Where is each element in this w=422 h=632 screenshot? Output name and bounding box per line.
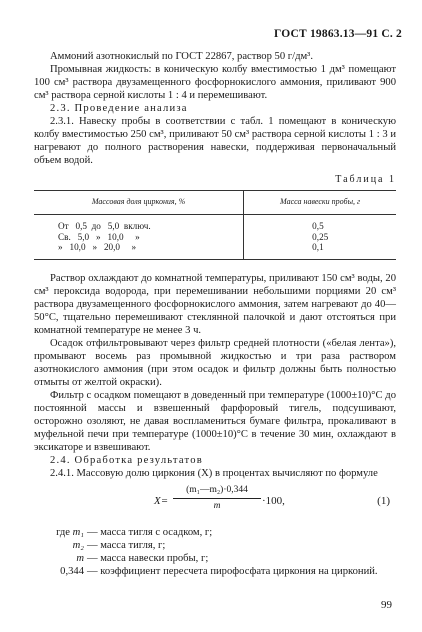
table-cell-mass: 0,1: [244, 242, 396, 259]
legend-symbol: m: [76, 552, 84, 564]
paragraph-2-4-1: 2.4.1. Массовую долю циркония (X) в процентах вычисляют по формуле: [50, 467, 378, 479]
legend-symbol: m₂: [72, 539, 84, 551]
table-header-zirconium-fraction: Массовая доля циркония, %: [34, 191, 244, 215]
page-number: 99: [381, 599, 392, 611]
section-heading-results: 2.4. Обработка результатов: [50, 454, 203, 466]
legend-symbol: 0,344: [60, 565, 84, 577]
legend-symbol: [34, 526, 87, 539]
paragraph-wash-liquid: Промывная жидкость: в коническую колбу вместимостью 1 дм³ помещают 100 см³ раствора двузамещенного фосфорнокислого аммония, приливают 900 см³ раствора серной кислоты 1 : 4 и перемешивают.: [34, 64, 396, 101]
table-cell-mass: 0,25: [312, 231, 329, 242]
table-row: [34, 242, 396, 259]
paragraph-ignition: Фильтр с осадком помещают в доведенный при температуре (1000±10)°С до постоянной массы и взвешенный фарфоровый тигель, подсушивают, осторожно озоляют, не давая воспламениться бумаге фильтра, прокаливают в муфельной печи при температуре (1000±10)°С в течение 30 мин, охлаждают в эксикаторе и взвешивают.: [34, 389, 396, 453]
legend-prefix: где: [56, 526, 73, 538]
formula-number: (1): [377, 494, 390, 507]
paragraph-cooling: Раствор охлаждают до комнатной температуры, приливают 150 см³ воды, 20 см³ пероксида водорода, при перемешивании небольшими порциями 20 см³ раствора двузамещенного фосфорнокислого аммония, затем нагревают до 40—50°С, тщательно перемешивают стеклянной палочкой и дают отстояться при комнатной температуре не менее 3 ч.: [34, 272, 396, 336]
formula-fraction: [173, 484, 261, 513]
table-cell-range: От 0,5 до 5,0 включ.: [34, 215, 244, 232]
paragraph-2-3-1: 2.3.1. Навеску пробы в соответствии с табл. 1 помещают в коническую колбу вместимостью 250 см³, приливают 50 см³ раствора серной кислоты 1 : 3 и нагревают до полного растворения навески, поддерживая первоначальный объем водой.: [34, 116, 396, 166]
paragraph-filtering: Осадок отфильтровывают через фильтр средней плотности («белая лента»), промывают восемь раз промывной жидкостью и три раза раствором азотнокислого аммония (при этом осадок и фильтр должны быть полностью отмыты от желтой окраски).: [34, 337, 396, 388]
formula-legend: [34, 526, 396, 578]
table-cell-range: » 10,0 » 20,0 »: [34, 242, 244, 259]
legend-row: [34, 539, 396, 552]
table-cell-mass: 0,5: [312, 221, 324, 231]
legend-symbol-name: m₁: [72, 526, 84, 538]
legend-row: [34, 565, 396, 578]
table-caption: Таблица 1: [335, 174, 396, 185]
section-heading-analysis: 2.3. Проведение анализа: [50, 103, 188, 114]
table-header-sample-mass: Масса навески пробы, г: [244, 191, 396, 215]
page-header: ГОСТ 19863.13—91 С. 2: [274, 28, 402, 40]
table-header-row: [34, 191, 396, 215]
table-row: [34, 215, 396, 232]
table-row: [34, 232, 396, 243]
legend-row: [34, 552, 396, 565]
formula-lhs: X=: [154, 494, 169, 507]
legend-text: — масса навески пробы, г;: [87, 552, 209, 564]
sample-mass-table: [34, 190, 396, 260]
legend-text: — масса тигля, г;: [87, 539, 166, 551]
legend-text: — масса тигля с осадком, г;: [87, 526, 213, 538]
paragraph-ammonium-nitrate: Аммоний азотнокислый по ГОСТ 22867, раствор 50 г/дм³.: [50, 51, 314, 62]
legend-text: — коэффициент пересчета пирофосфата циркония на цирконий.: [87, 565, 378, 577]
formula-denominator: m: [213, 500, 221, 511]
table-cell-range: Св. 5,0 » 10,0 »: [34, 232, 244, 243]
legend-row: [34, 526, 396, 539]
body-text: [34, 50, 396, 578]
formula-multiplier: ·100,: [262, 494, 285, 507]
formula-numerator: (m₁—m₂)·0,344: [173, 484, 261, 499]
formula-zirconium-fraction: [34, 484, 396, 524]
